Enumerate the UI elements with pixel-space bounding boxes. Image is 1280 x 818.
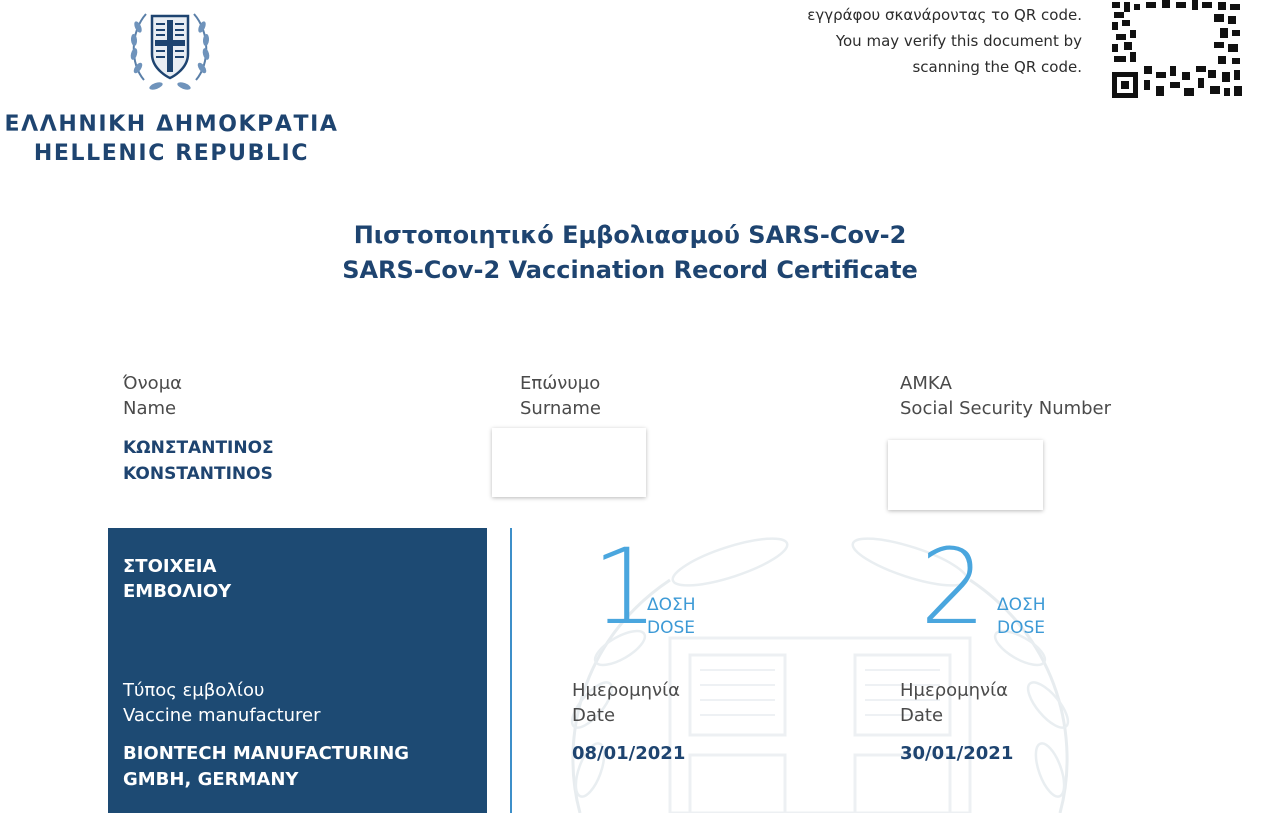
vaccine-type-label (123, 678, 321, 728)
qr-code-icon (1110, 0, 1242, 102)
amka-redaction-box (888, 440, 1043, 510)
dose-2-label-english: DOSE (997, 618, 1046, 638)
certificate-title-greek: Πιστοποιητικό Εμβολιασμού SARS-Cov-2 (353, 221, 907, 249)
dose-1-date-label-english: Date (572, 705, 616, 726)
republic-name-english: HELLENIC REPUBLIC (33, 141, 310, 166)
name-label-greek: Όνομα (123, 373, 183, 394)
dose-1-label-greek: ΔΟΣΗ (647, 595, 696, 615)
dose-1-date-label (572, 678, 680, 728)
dose-2-date-label-greek: Ημερομηνία (900, 680, 1009, 701)
name-value-greek: ΚΩΝΣΤΑΝΤΙΝΟΣ (123, 438, 274, 458)
vaccine-type-label-english: Vaccine manufacturer (123, 705, 321, 726)
republic-name (0, 110, 343, 168)
dose-2-number: 2 (920, 526, 987, 648)
surname-label-english: Surname (520, 398, 601, 419)
vaccine-manufacturer-value (123, 741, 409, 793)
vaccine-details-heading-line1: ΣΤΟΙΧΕΙΑ (123, 556, 217, 577)
dose-2-date-label-english: Date (900, 705, 944, 726)
certificate-title-english: SARS-Cov-2 Vaccination Record Certificate (342, 256, 918, 284)
amka-label (900, 371, 1111, 421)
vaccine-details-heading (123, 554, 231, 604)
vaccine-manufacturer-line2: GMBH, GERMANY (123, 769, 299, 790)
vaccine-manufacturer-line1: BIONTECH MANUFACTURING (123, 743, 410, 764)
surname-redaction-box (492, 428, 646, 497)
vaccine-details-panel (108, 528, 487, 813)
verification-line-english-2: scanning the QR code. (912, 58, 1082, 76)
dose-2-label-greek: ΔΟΣΗ (997, 595, 1046, 615)
republic-name-greek: ΕΛΛΗΝΙΚΗ ΔΗΜΟΚΡΑΤΙΑ (4, 112, 339, 137)
vaccine-details-heading-line2: ΕΜΒΟΛΙΟΥ (123, 581, 232, 602)
dose-2-date-label (900, 678, 1008, 728)
verification-line-english-1: You may verify this document by (835, 32, 1082, 50)
dose-2-label (997, 594, 1046, 640)
verification-line-greek: εγγράφου σκανάροντας το QR code. (807, 6, 1082, 24)
verification-note (752, 2, 1082, 80)
dose-1-label-english: DOSE (647, 618, 696, 638)
vaccine-type-label-greek: Τύπος εμβολίου (123, 680, 265, 701)
amka-label-english: Social Security Number (900, 398, 1112, 419)
dose-1-label (647, 594, 696, 640)
dose-2-date: 30/01/2021 (900, 743, 1014, 764)
surname-label-greek: Επώνυμο (520, 373, 601, 394)
name-value-english: KONSTANTINOS (123, 464, 273, 484)
hellenic-coat-of-arms-icon (124, 2, 216, 94)
name-label-english: Name (123, 398, 177, 419)
surname-label (520, 371, 601, 421)
name-label (123, 371, 182, 421)
name-value (123, 435, 274, 487)
dose-1-date-label-greek: Ημερομηνία (572, 680, 681, 701)
amka-label-greek: ΑΜΚΑ (900, 373, 952, 394)
dose-1-number: 1 (592, 526, 659, 648)
certificate-title (0, 218, 1260, 288)
dose-1-date: 08/01/2021 (572, 743, 686, 764)
section-divider (510, 528, 512, 813)
